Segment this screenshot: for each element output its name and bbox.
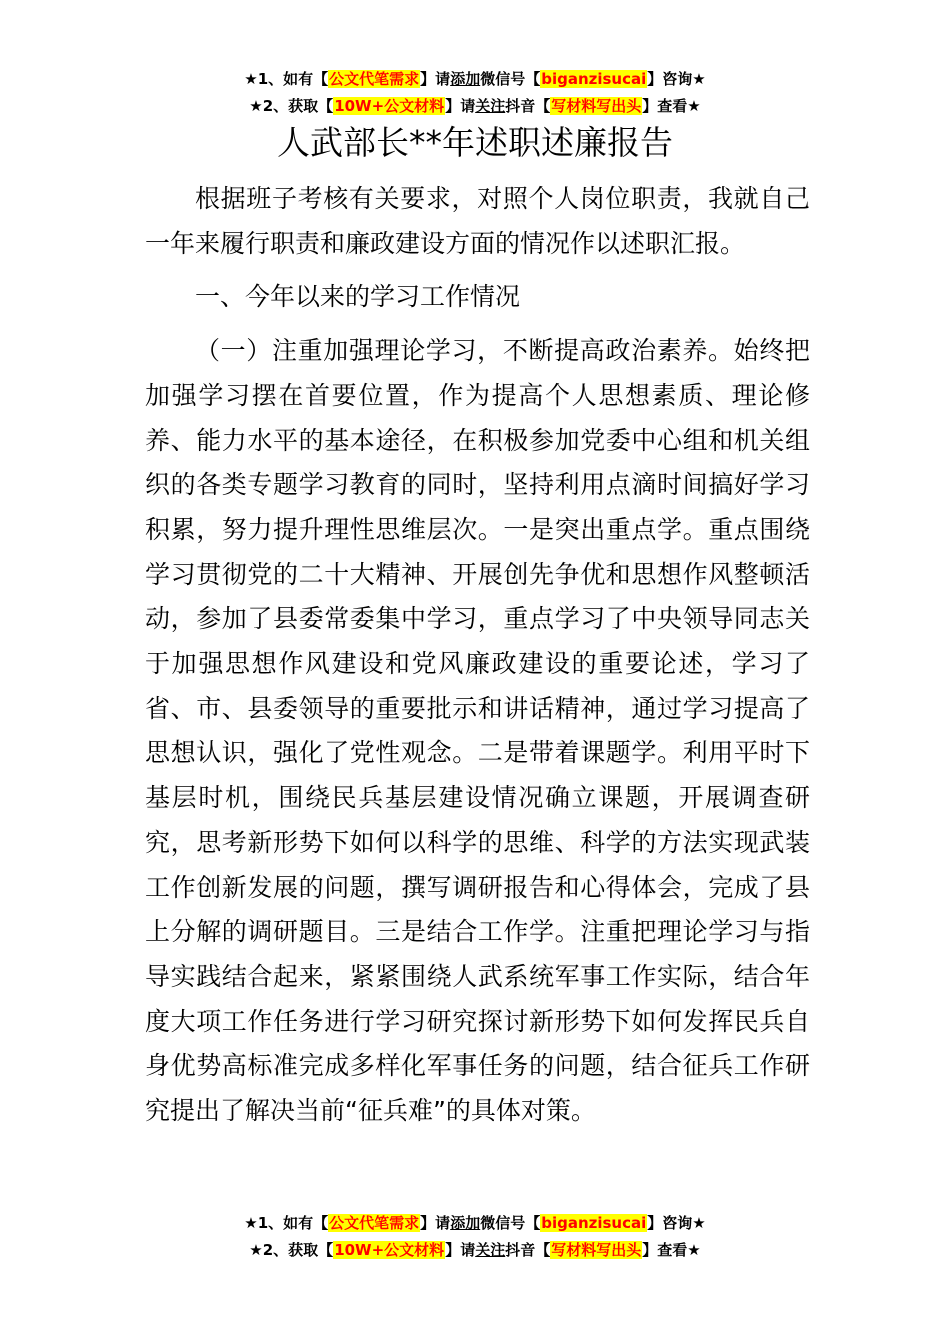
highlight-wechat-id: biganzisucai xyxy=(541,1214,647,1232)
document-body xyxy=(145,177,810,1134)
highlight-douyin: 写材料写出头 xyxy=(551,1241,642,1259)
banner-line-2: ★2、获取【10W+公文材料】请关注抖音【写材料写出头】查看★ xyxy=(249,97,701,115)
paragraph-study: （一）注重加强理论学习，不断提高政治素养。始终把加强学习摆在首要位置，作为提高个人思想素质、理论修养、能力水平的基本途径，在积极参加党委中心组和机关组织的各类专题学习教育的同时，坚持利用点滴时间搞好学习积累，努力提升理性思维层次。一是突出重点学。重点围绕学习贯彻党的二十大精神、开展创先争优和思想作风整顿活动，参加了县委常委集中学习，重点学习了中央领导同志关于加强思想作风建设和党风廉政建设的重要论述，学习了省、市、县委领导的重要批示和讲话精神，通过学习提高了思想认识，强化了党性观念。二是带着课题学。利用平时下基层时机，围绕民兵基层建设情况确立课题，开展调查研究，思考新形势下如何以科学的思维、科学的方法实现武装工作创新发展的问题，撰写调研报告和心得体会，完成了县上分解的调研题目。三是结合工作学。注重把理论学习与指导实践结合起来，紧紧围绕人武系统军事工作实际，结合年度大项工作任务进行学习研究探讨新形势下如何发挥民兵自身优势高标准完成多样化军事任务的问题，结合征兵工作研究提出了解决当前“征兵难”的具体对策。 xyxy=(145,336,810,1126)
paragraph-intro: 根据班子考核有关要求，对照个人岗位职责，我就自己一年来履行职责和廉政建设方面的情况作以述职汇报。 xyxy=(145,184,810,258)
highlight-douyin: 写材料写出头 xyxy=(551,97,642,115)
highlight-materials: 10W+公文材料 xyxy=(334,97,445,115)
banner-line-1: ★1、如有【公文代笔需求】请添加微信号【biganzisucai】咨询★ xyxy=(244,1214,706,1232)
footer-banner xyxy=(0,1210,950,1264)
highlight-wechat-id: biganzisucai xyxy=(541,70,647,88)
banner-line-1: ★1、如有【公文代笔需求】请添加微信号【biganzisucai】咨询★ xyxy=(244,70,706,88)
highlight-service: 公文代笔需求 xyxy=(329,70,420,88)
document-title: 人武部长**年述职述廉报告 xyxy=(277,123,673,162)
highlight-service: 公文代笔需求 xyxy=(329,1214,420,1232)
header-banner xyxy=(0,66,950,120)
banner-line-2: ★2、获取【10W+公文材料】请关注抖音【写材料写出头】查看★ xyxy=(249,1241,701,1259)
section-heading: 一、今年以来的学习工作情况 xyxy=(195,282,521,312)
highlight-materials: 10W+公文材料 xyxy=(334,1241,445,1259)
